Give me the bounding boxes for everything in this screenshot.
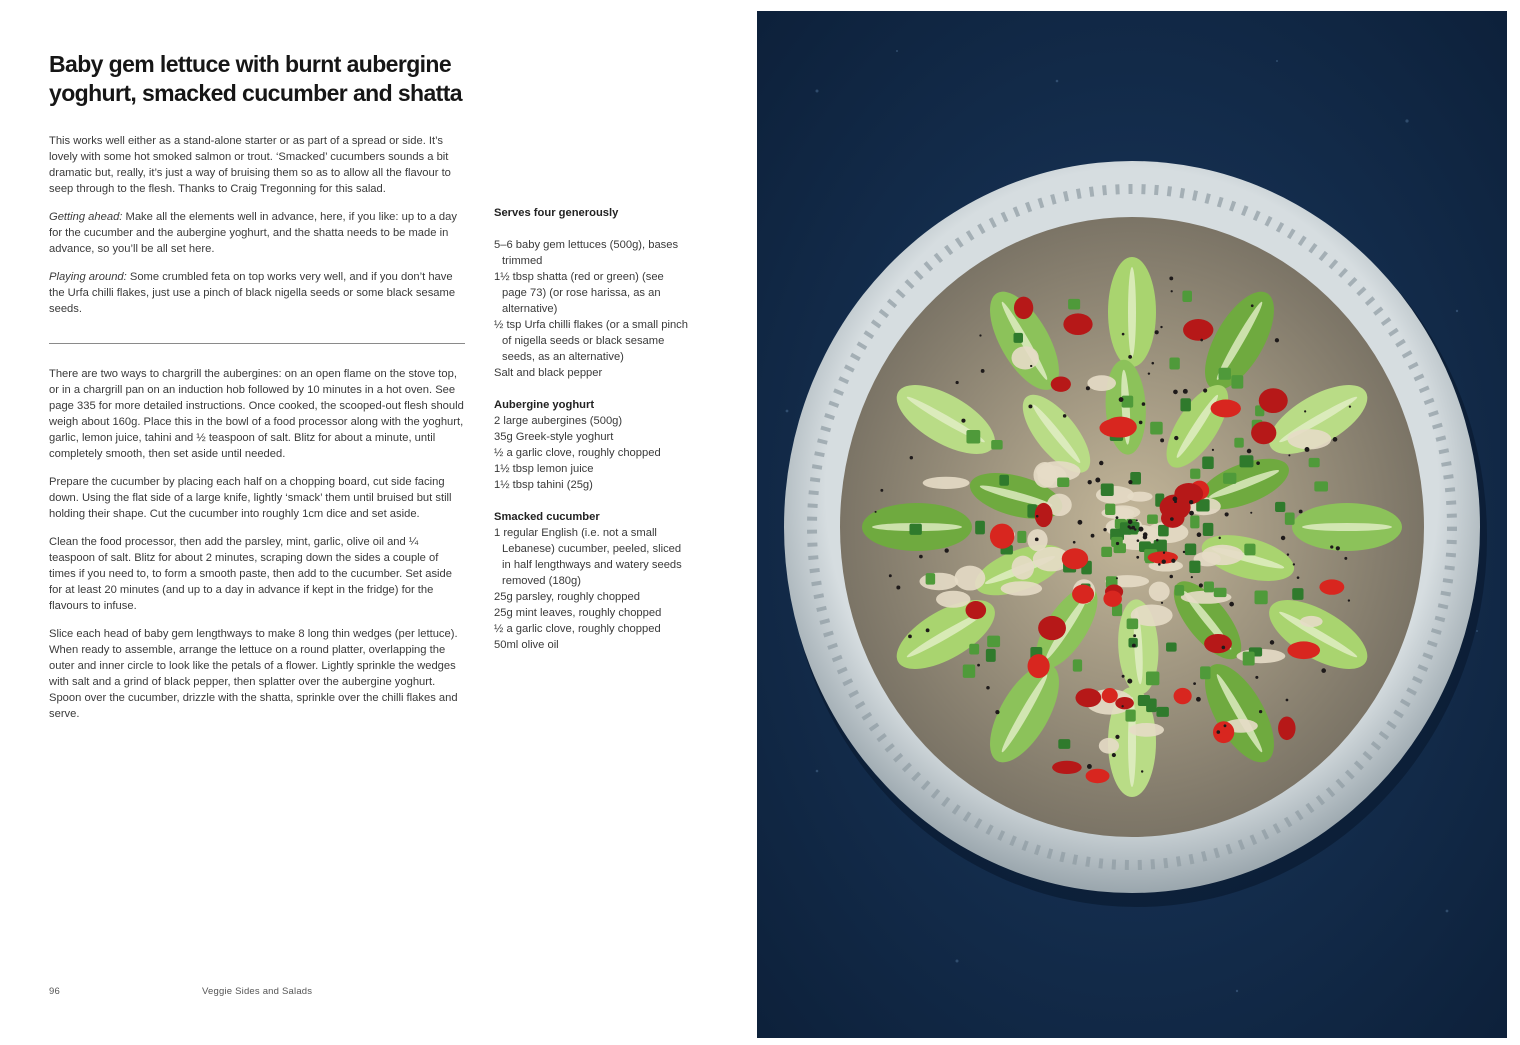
cucumber-piece — [1285, 513, 1295, 525]
cucumber-piece — [963, 664, 975, 677]
yoghurt-spot — [936, 591, 970, 608]
chilli-flake — [1121, 705, 1123, 707]
cucumber-piece — [1105, 504, 1115, 515]
chilli-flake — [1128, 480, 1132, 484]
yoghurt-spot — [1087, 375, 1116, 391]
cucumber-piece — [1255, 590, 1268, 604]
cucumber-piece — [1309, 458, 1320, 467]
chilli-flake — [1299, 510, 1303, 514]
shatta-dollop — [1086, 769, 1110, 783]
chilli-flake — [1321, 668, 1326, 673]
cucumber-piece — [1114, 543, 1126, 553]
chilli-flake — [1138, 527, 1143, 532]
cucumber-piece — [1058, 739, 1070, 749]
shatta-dollop — [1014, 297, 1033, 320]
yoghurt-spot — [1129, 723, 1164, 737]
chilli-flake — [1158, 563, 1161, 566]
chilli-flake — [1128, 355, 1132, 359]
ingredient-item: ½ tsp Urfa chilli flakes (or a small pinch of nigella seeds or black sesame seeds, as an alternative) — [494, 319, 688, 363]
chilli-flake — [908, 635, 912, 639]
ingredient-item: 2 large aubergines (500g) — [494, 415, 623, 427]
chilli-flake — [995, 710, 999, 714]
chilli-flake — [1103, 528, 1106, 531]
chilli-flake — [1203, 388, 1207, 392]
chilli-flake — [1189, 500, 1193, 504]
shatta-dollop — [1259, 388, 1288, 413]
shatta-dollop — [1028, 654, 1050, 678]
chilli-flake — [1035, 537, 1039, 541]
chilli-flake — [1136, 556, 1139, 559]
cucumber-piece — [1156, 707, 1168, 717]
yoghurt-spot — [1149, 582, 1170, 602]
cucumber-piece — [1073, 659, 1082, 671]
chilli-flake — [1281, 536, 1285, 540]
chilli-flake — [1250, 512, 1252, 514]
yoghurt-spot — [1033, 462, 1056, 488]
chilli-flake — [1137, 539, 1140, 542]
shatta-dollop — [1278, 717, 1295, 741]
chilli-flake — [1286, 699, 1289, 702]
cucumber-piece — [975, 521, 985, 535]
method-step-4: Slice each head of baby gem lengthways to make 8 long thin wedges (per lettuce). When ready to assemble, arrange the lettuce on a round platter, overlapping the outer and inner circle to look like the petals of a flower. Lightly sprinkle the wedges with salt and a grind of black pepper, then splatter over the aubergine yoghurt. Spoon over the cucumber, drizzle with the shatta, sprinkle over the chilli flakes and serve. — [49, 628, 458, 720]
cucumber-piece — [1166, 642, 1177, 651]
cucumber-piece — [1292, 588, 1303, 600]
chilli-flake — [1174, 500, 1177, 503]
cucumber-piece — [1182, 291, 1192, 302]
ingredient-item: ½ a garlic clove, roughly chopped — [494, 447, 661, 459]
cucumber-piece — [1189, 561, 1200, 573]
chilli-flake — [1229, 602, 1234, 607]
shatta-dollop — [1251, 421, 1276, 444]
ingredient-item: 1½ tbsp lemon juice — [494, 463, 594, 475]
chilli-flake — [1127, 679, 1132, 684]
shatta-dollop — [990, 524, 1014, 549]
chilli-flake — [1088, 480, 1092, 484]
yoghurt-spot — [1012, 556, 1035, 580]
chilli-flake — [880, 489, 883, 492]
cucumber-piece — [1068, 299, 1080, 310]
playing-around-label: Playing around: — [49, 271, 127, 283]
chilli-flake — [1212, 449, 1214, 451]
chilli-flake — [1199, 583, 1203, 587]
chilli-flake — [1344, 557, 1347, 560]
shatta-dollop — [1038, 616, 1066, 640]
shatta-dollop — [1213, 721, 1234, 743]
chilli-flake — [1174, 436, 1178, 440]
yoghurt-spot — [955, 566, 986, 591]
chilli-flake — [1224, 724, 1227, 727]
chilli-flake — [1160, 438, 1164, 442]
chilli-flake — [1247, 449, 1252, 454]
chilli-flake — [1030, 365, 1032, 367]
chilli-flake — [1330, 545, 1333, 548]
aubergine-ingredient-list — [494, 413, 689, 493]
chilli-flake — [979, 334, 981, 336]
page-number: 96 — [49, 986, 60, 997]
ingredient-item: 5–6 baby gem lettuces (500g), bases trimmed — [494, 239, 679, 267]
cucumber-ingredient-list — [494, 525, 689, 653]
chilli-flake — [1128, 519, 1133, 524]
serves-label: Serves four generously — [494, 207, 619, 219]
cucumber-piece — [1204, 581, 1214, 592]
chilli-flake — [1170, 517, 1174, 521]
chilli-flake — [1200, 339, 1203, 342]
chilli-flake — [1116, 577, 1118, 579]
chilli-flake — [961, 419, 965, 423]
ingredient-item: 25g mint leaves, roughly chopped — [494, 607, 662, 619]
cucumber-piece — [969, 644, 979, 655]
lettuce-wedge — [1108, 257, 1156, 367]
cucumber-piece — [1244, 544, 1255, 556]
chilli-flake — [1297, 576, 1300, 579]
chilli-flake — [1028, 404, 1032, 408]
playing-around-paragraph — [49, 269, 467, 317]
chilli-flake — [1141, 770, 1143, 772]
chilli-flake — [1196, 697, 1201, 702]
cucumber-piece — [1127, 618, 1139, 629]
chilli-flake — [1287, 553, 1289, 555]
chilli-flake — [1163, 552, 1165, 554]
main-ingredient-list — [494, 237, 689, 381]
chilli-flake — [1116, 516, 1119, 519]
yoghurt-spot — [923, 477, 970, 489]
ingredients-column — [494, 205, 689, 669]
cucumber-piece — [1223, 473, 1236, 484]
playing-around-text: Some crumbled feta on top works very well, and if you don’t have the Urfa chilli flakes, just use a pinch of black nigella seeds or some black sesame seeds. — [49, 271, 456, 315]
shatta-dollop — [1103, 591, 1122, 607]
shatta-dollop — [1319, 579, 1344, 594]
chilli-flake — [1225, 512, 1229, 516]
chilli-flake — [1183, 551, 1185, 553]
left-page — [0, 0, 756, 1045]
shatta-dollop — [1174, 483, 1203, 504]
cucumber-piece — [1275, 502, 1285, 512]
cucumber-piece — [986, 649, 996, 662]
shatta-dollop — [1052, 761, 1082, 774]
lettuce-wedge — [1292, 503, 1402, 551]
yoghurt-spot — [1099, 738, 1119, 754]
cucumber-piece — [1017, 531, 1026, 543]
cucumber-piece — [1190, 469, 1200, 479]
shatta-dollop — [1183, 319, 1213, 341]
salad-photo — [757, 11, 1507, 1038]
shatta-dollop — [1072, 585, 1094, 604]
cucumber-piece — [999, 475, 1009, 486]
chilli-flake — [1219, 537, 1221, 539]
chilli-flake — [1134, 528, 1137, 531]
yoghurt-spot — [1127, 492, 1152, 502]
chilli-flake — [1078, 520, 1083, 525]
cucumber-piece — [1219, 368, 1231, 380]
yoghurt-spot — [1287, 429, 1331, 449]
chilli-flake — [1256, 461, 1260, 465]
cucumber-piece — [1057, 478, 1069, 487]
yoghurt-spot — [919, 573, 958, 591]
chilli-flake — [1116, 542, 1119, 545]
chilli-flake — [1197, 532, 1202, 537]
method-step-3: Clean the food processor, then add the parsley, mint, garlic, olive oil and ¼ teaspoon of salt. Blitz for about 2 minutes, scraping down the sides a couple of times if you need to, to form a smooth paste, then add to the cucumber. Set aside for at least 20 minutes (and up to a day in advance if kept in the fridge) for the flavours to infuse. — [49, 536, 452, 612]
chilli-flake — [1151, 362, 1154, 365]
chilli-flake — [889, 574, 892, 577]
chilli-flake — [1086, 386, 1090, 390]
chilli-flake — [1169, 575, 1173, 579]
cucumber-piece — [1190, 515, 1199, 528]
cucumber-piece — [1147, 514, 1158, 523]
chilli-flake — [1129, 527, 1132, 530]
chilli-flake — [1087, 764, 1092, 769]
chilli-flake — [1132, 644, 1136, 648]
chilli-flake — [896, 585, 900, 589]
chilli-flake — [1251, 304, 1254, 307]
cucumber-piece — [926, 573, 936, 584]
chilli-flake — [955, 381, 958, 384]
chilli-flake — [1169, 276, 1173, 280]
yoghurt-spot — [1011, 346, 1038, 369]
ingredient-item: 1 regular English (i.e. not a small Lebanese) cucumber, peeled, sliced in half lengthways and watery seeds removed (180g) — [494, 527, 682, 587]
cucumber-piece — [1234, 438, 1243, 448]
chilli-flake — [1142, 402, 1146, 406]
salad-photo-illustration — [757, 11, 1507, 1038]
cucumber-piece — [991, 440, 1002, 449]
chilli-flake — [1270, 640, 1274, 644]
cucumber-piece — [1200, 666, 1210, 679]
cucumber-piece — [987, 636, 1000, 648]
intro-paragraph: This works well either as a stand-alone starter or as part of a spread or side. It’s lovely with some hot smoked salmon or trout. ‘Smacked’ cucumbers sounds a bit dramatic but, really, it’s just a way of bruising them so as to allow all the flavour to seep through to the flesh. Thanks to Craig Tregonning for this salad. — [49, 135, 451, 195]
chilli-flake — [1119, 397, 1124, 402]
cucumber-piece — [1101, 483, 1114, 496]
shatta-dollop — [1051, 376, 1071, 391]
chilli-flake — [1304, 410, 1306, 412]
smacked-cucumber-heading: Smacked cucumber — [494, 511, 600, 523]
chilli-flake — [1095, 478, 1100, 483]
chilli-flake — [1333, 437, 1338, 442]
chilli-flake — [1191, 576, 1193, 578]
chilli-flake — [1133, 634, 1136, 637]
intro-section — [49, 133, 467, 329]
chilli-flake — [1193, 682, 1196, 685]
chilli-flake — [1348, 599, 1350, 601]
shatta-dollop — [1211, 400, 1241, 418]
chilli-flake — [1305, 447, 1310, 452]
chilli-flake — [1160, 326, 1162, 328]
recipe-title — [49, 50, 489, 108]
cucumber-piece — [1185, 544, 1196, 556]
ingredient-item: 25g parsley, roughly chopped — [494, 591, 640, 603]
chilli-flake — [1161, 602, 1163, 604]
cucumber-piece — [1214, 588, 1227, 597]
section-divider — [49, 343, 465, 344]
chilli-flake — [944, 548, 948, 552]
chilli-flake — [910, 456, 913, 459]
cucumber-piece — [1125, 710, 1135, 722]
chilli-flake — [1122, 675, 1125, 678]
chilli-flake — [1063, 414, 1067, 418]
chilli-flake — [1171, 290, 1173, 292]
aubergine-yoghurt-heading: Aubergine yoghurt — [494, 399, 595, 411]
chilli-flake — [1036, 515, 1039, 518]
chilli-flake — [1112, 753, 1116, 757]
chilli-flake — [919, 555, 923, 559]
yoghurt-spot — [1300, 616, 1323, 627]
chilli-flake — [1336, 546, 1340, 550]
ingredient-item: 1½ tbsp shatta (red or green) (see page 73) (or rose harissa, as an alternative) — [494, 271, 664, 315]
ingredient-item: 50ml olive oil — [494, 639, 559, 651]
chilli-flake — [986, 686, 990, 690]
chilli-flake — [1162, 560, 1166, 564]
cucumber-piece — [909, 524, 921, 535]
chilli-flake — [1091, 534, 1095, 538]
ingredient-item: 35g Greek-style yoghurt — [494, 431, 614, 443]
cucumber-piece — [1150, 422, 1163, 435]
cucumber-piece — [1203, 523, 1214, 536]
shatta-dollop — [1063, 313, 1092, 335]
chilli-flake — [926, 628, 930, 632]
chilli-flake — [981, 369, 985, 373]
chilli-flake — [1293, 563, 1295, 565]
cucumber-piece — [1014, 333, 1023, 343]
chilli-flake — [1349, 405, 1351, 407]
chilli-flake — [1143, 532, 1148, 537]
cucumber-piece — [1101, 547, 1112, 557]
chilli-flake — [1171, 559, 1175, 563]
cucumber-piece — [1240, 455, 1254, 467]
ingredient-item: 1½ tbsp tahini (25g) — [494, 479, 593, 491]
shatta-dollop — [966, 601, 987, 619]
chilli-flake — [1099, 461, 1103, 465]
ingredient-item: ½ a garlic clove, roughly chopped — [494, 623, 661, 635]
cucumber-piece — [1175, 585, 1185, 596]
shatta-dollop — [1099, 419, 1133, 438]
chilli-flake — [1217, 730, 1221, 734]
cucumber-piece — [1146, 672, 1159, 686]
chilli-flake — [1183, 389, 1188, 394]
shatta-dollop — [1115, 697, 1134, 709]
method-section — [49, 366, 467, 734]
shatta-dollop — [1287, 641, 1320, 659]
chilli-flake — [1288, 454, 1290, 456]
cucumber-piece — [1122, 396, 1134, 408]
getting-ahead-label: Getting ahead: — [49, 211, 123, 223]
getting-ahead-text: Make all the elements well in advance, here, if you like: up to a day for the cucumber and the aubergine yoghurt, and the shatta needs to be made in advance, so you’ll be all set here. — [49, 211, 457, 255]
yoghurt-spot — [1001, 581, 1042, 595]
shatta-dollop — [1174, 688, 1192, 704]
chilli-flake — [1136, 519, 1138, 521]
chilli-flake — [875, 511, 877, 513]
cucumber-piece — [1314, 481, 1328, 491]
section-title: Veggie Sides and Salads — [202, 986, 313, 997]
getting-ahead-paragraph — [49, 209, 467, 257]
ingredient-item: Salt and black pepper — [494, 367, 603, 379]
chilli-flake — [1173, 390, 1178, 395]
chilli-flake — [1122, 333, 1125, 336]
chilli-flake — [1222, 646, 1226, 650]
chilli-flake — [1255, 676, 1258, 679]
chilli-flake — [1156, 539, 1159, 542]
chilli-flake — [1275, 338, 1279, 342]
chilli-flake — [1259, 710, 1262, 713]
cucumber-piece — [1180, 398, 1190, 411]
cucumber-piece — [1202, 456, 1213, 469]
chilli-flake — [1073, 541, 1076, 544]
shatta-dollop — [1062, 548, 1088, 569]
chilli-flake — [1189, 511, 1194, 516]
chilli-flake — [1148, 372, 1150, 374]
chilli-flake — [1155, 330, 1159, 334]
shatta-dollop — [1102, 688, 1118, 703]
cucumber-piece — [1138, 695, 1150, 706]
cucumber-piece — [1169, 358, 1179, 370]
recipe-title-line-2: yoghurt, smacked cucumber and shatta — [49, 80, 462, 106]
method-step-2: Prepare the cucumber by placing each half on a chopping board, cut side facing down. Using the flat side of a large knife, lightly ‘smack’ them until bruised but still holding their shape. Cut the cucumber into roughly 1cm dice and set aside. — [49, 476, 452, 520]
recipe-title-line-1: Baby gem lettuce with burnt aubergine — [49, 51, 452, 77]
chilli-flake — [1115, 735, 1119, 739]
shatta-dollop — [1204, 634, 1232, 653]
chilli-flake — [977, 664, 980, 667]
method-step-1: There are two ways to chargrill the aubergines: on an open flame on the stove top, or in a chargrill pan on an induction hob followed by 10 minutes in a hot oven. See page 335 for more detailed instructions. Once cooked, the scooped-out flesh should weigh about 160g. Place this in the bowl of a food processor along with the yoghurt, garlic, lemon juice, tahini and ½ teaspoon of salt. Blitz for about a minute, until completely smooth, then set aside until needed. — [49, 368, 464, 460]
shatta-dollop — [1075, 688, 1101, 707]
cucumber-piece — [1243, 652, 1255, 666]
chilli-flake — [1139, 421, 1143, 425]
cucumber-piece — [966, 430, 980, 443]
cucumber-piece — [1231, 375, 1243, 389]
